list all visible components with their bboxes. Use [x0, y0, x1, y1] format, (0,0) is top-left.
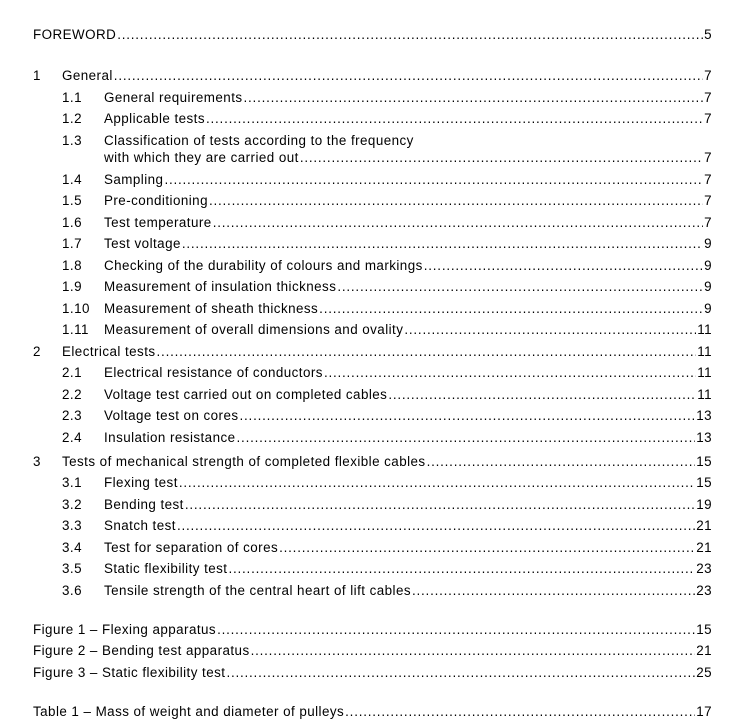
- dot-leader: [251, 642, 696, 660]
- toc-entry-title: General: [62, 68, 113, 83]
- toc-entry-title: Test for separation of cores: [104, 540, 279, 555]
- toc-entry-page: 9: [704, 279, 712, 294]
- toc-entry-number: 1.4: [62, 172, 82, 187]
- toc-entry-2-2[interactable]: [62, 386, 712, 404]
- toc-entry-title: Tensile strength of the central heart of lift cables: [104, 583, 411, 598]
- toc-entry-clause-2[interactable]: [33, 343, 712, 361]
- dot-leader: [179, 474, 695, 492]
- toc-entry-number: 3.4: [62, 540, 82, 555]
- toc-entry-title: Pre-conditioning: [104, 193, 208, 208]
- toc-entry-clause-3[interactable]: [33, 453, 712, 471]
- toc-entry-title: Tests of mechanical strength of completed flexible cables: [62, 454, 426, 469]
- toc-entry-title: General requirements: [104, 90, 243, 105]
- toc-entry-page: 7: [704, 111, 712, 126]
- toc-entry-number: 3.2: [62, 497, 82, 512]
- dot-leader: [404, 321, 696, 339]
- toc-entry-number: 3.5: [62, 561, 82, 576]
- toc-entry-page: 23: [696, 583, 712, 598]
- dot-leader: [345, 703, 695, 721]
- dot-leader: [324, 364, 696, 382]
- dot-leader: [427, 453, 696, 471]
- toc-entry-3-3[interactable]: [62, 517, 712, 535]
- dot-leader: [279, 539, 695, 557]
- toc-entry-1-7[interactable]: [62, 235, 712, 253]
- toc-entry-page: 11: [697, 365, 712, 380]
- toc-entry-number: 2: [33, 344, 41, 359]
- toc-entry-1-6[interactable]: [62, 214, 712, 232]
- toc-entry-1-10[interactable]: [62, 300, 712, 318]
- toc-entry-3-5[interactable]: [62, 560, 712, 578]
- dot-leader: [240, 407, 696, 425]
- toc-entry-page: 15: [696, 475, 712, 490]
- dot-leader: [114, 67, 703, 85]
- toc-entry-2-4[interactable]: [62, 429, 712, 447]
- toc-entry-title: Bending test: [104, 497, 184, 512]
- toc-entry-page: 11: [697, 344, 712, 359]
- dot-leader: [157, 343, 697, 361]
- toc-entry-number: 1.6: [62, 215, 82, 230]
- toc-entry-page: 23: [696, 561, 712, 576]
- toc-entry-table-1[interactable]: [33, 703, 712, 721]
- toc-entry-1-9[interactable]: [62, 278, 712, 296]
- toc-entry-title: Table 1 – Mass of weight and diameter of pulleys: [33, 704, 345, 719]
- toc-entry-title: Insulation resistance: [104, 430, 236, 445]
- toc-entry-figure-3[interactable]: [33, 664, 712, 682]
- toc-entry-page: 21: [696, 540, 712, 555]
- toc-entry-number: 1.1: [62, 90, 82, 105]
- toc-entry-title: with which they are carried out: [104, 150, 299, 165]
- toc-entry-page: 19: [696, 497, 712, 512]
- toc-entry-3-2[interactable]: [62, 496, 712, 514]
- toc-entry-title: Test voltage: [104, 236, 181, 251]
- dot-leader: [117, 26, 703, 44]
- dot-leader: [388, 386, 696, 404]
- toc-entry-title: Snatch test: [104, 518, 176, 533]
- toc-entry-title: Measurement of sheath thickness: [104, 301, 319, 316]
- dot-leader: [206, 110, 703, 128]
- dot-leader: [412, 582, 695, 600]
- toc-entry-clause-1[interactable]: [33, 67, 712, 85]
- dot-leader: [226, 664, 695, 682]
- dot-leader: [300, 149, 703, 167]
- toc-entry-title: FOREWORD: [33, 27, 117, 42]
- toc-entry-page: 7: [704, 172, 712, 187]
- toc-entry-number: 1.8: [62, 258, 82, 273]
- toc-entry-foreword[interactable]: [33, 26, 712, 44]
- toc-entry-page: 17: [696, 704, 712, 719]
- toc-entry-number: 2.1: [62, 365, 82, 380]
- toc-entry-title: Voltage test on cores: [104, 408, 239, 423]
- dot-leader: [217, 621, 695, 639]
- toc-entry-page: 25: [696, 665, 712, 680]
- toc-entry-page: 9: [704, 301, 712, 316]
- toc-entry-page: 15: [696, 622, 712, 637]
- toc-entry-number: 3.1: [62, 475, 82, 490]
- dot-leader: [337, 278, 703, 296]
- toc-entry-1-3[interactable]: [62, 149, 712, 167]
- toc-entry-page: 9: [704, 236, 712, 251]
- toc-entry-title: Classification of tests according to the frequency: [104, 133, 414, 148]
- toc-entry-number: 3: [33, 454, 41, 469]
- toc-entry-title: Figure 3 – Static flexibility test: [33, 665, 226, 680]
- toc-entry-number: 3.3: [62, 518, 82, 533]
- dot-leader: [185, 496, 695, 514]
- toc-entry-3-6[interactable]: [62, 582, 712, 600]
- dot-leader: [319, 300, 703, 318]
- toc-entry-1-2[interactable]: [62, 110, 712, 128]
- toc-entry-page: 21: [696, 518, 712, 533]
- dot-leader: [237, 429, 696, 447]
- dot-leader: [244, 89, 703, 107]
- dot-leader: [209, 192, 703, 210]
- dot-leader: [228, 560, 695, 578]
- toc-entry-title: Figure 2 – Bending test apparatus: [33, 643, 250, 658]
- toc-entry-3-1[interactable]: [62, 474, 712, 492]
- toc-entry-number: 1: [33, 68, 41, 83]
- toc-entry-title: Test temperature: [104, 215, 212, 230]
- toc-entry-page: 13: [696, 430, 712, 445]
- toc-entry-title: Sampling: [104, 172, 164, 187]
- toc-entry-title: Electrical resistance of conductors: [104, 365, 323, 380]
- toc-entry-title: Flexing test: [104, 475, 178, 490]
- toc-entry-page: 7: [704, 68, 712, 83]
- dot-leader: [182, 235, 703, 253]
- toc-entry-title: Measurement of overall dimensions and ovality: [104, 322, 404, 337]
- toc-entry-1-5[interactable]: [62, 192, 712, 210]
- toc-entry-title: Applicable tests: [104, 111, 205, 126]
- toc-entry-number: 1.3: [62, 133, 82, 148]
- toc-entry-page: 13: [696, 408, 712, 423]
- dot-leader: [164, 171, 703, 189]
- toc-entry-page: 7: [704, 90, 712, 105]
- toc-entry-number: 1.2: [62, 111, 82, 126]
- toc-entry-page: 11: [697, 322, 712, 337]
- toc-entry-3-4[interactable]: [62, 539, 712, 557]
- toc-entry-title: Figure 1 – Flexing apparatus: [33, 622, 217, 637]
- toc-entry-number: 2.4: [62, 430, 82, 445]
- toc-entry-2-3[interactable]: [62, 407, 712, 425]
- toc-entry-page: 5: [704, 27, 712, 42]
- toc-entry-title: Checking of the durability of colours and markings: [104, 258, 423, 273]
- toc-entry-title: Static flexibility test: [104, 561, 228, 576]
- toc-entry-page: 7: [704, 150, 712, 165]
- toc-entry-2-1[interactable]: [62, 364, 712, 382]
- toc-entry-figure-1[interactable]: [33, 621, 712, 639]
- toc-entry-page: 9: [704, 258, 712, 273]
- toc-entry-title: Measurement of insulation thickness: [104, 279, 337, 294]
- toc-entry-number: 2.2: [62, 387, 82, 402]
- toc-entry-number: 1.7: [62, 236, 82, 251]
- toc-entry-number: 1.9: [62, 279, 82, 294]
- toc-entry-number: 1.5: [62, 193, 82, 208]
- toc-entry-number: 2.3: [62, 408, 82, 423]
- toc-entry-page: 7: [704, 215, 712, 230]
- dot-leader: [177, 517, 695, 535]
- toc-entry-page: 7: [704, 193, 712, 208]
- toc-entry-title: Electrical tests: [62, 344, 156, 359]
- toc-entry-page: 15: [696, 454, 712, 469]
- toc-entry-1-3-first-line[interactable]: [62, 132, 414, 150]
- toc-entry-1-4[interactable]: [62, 171, 712, 189]
- toc-entry-1-1[interactable]: [62, 89, 712, 107]
- toc-entry-page: 21: [696, 643, 712, 658]
- toc-entry-1-8[interactable]: [62, 257, 712, 275]
- toc-entry-number: 3.6: [62, 583, 82, 598]
- toc-entry-title: Voltage test carried out on completed cables: [104, 387, 388, 402]
- dot-leader: [424, 257, 703, 275]
- toc-entry-1-11[interactable]: [62, 321, 712, 339]
- toc-entry-number: 1.10: [62, 301, 90, 316]
- toc-entry-page: 11: [697, 387, 712, 402]
- toc-entry-number: 1.11: [62, 322, 89, 337]
- dot-leader: [213, 214, 703, 232]
- toc-entry-figure-2[interactable]: [33, 642, 712, 660]
